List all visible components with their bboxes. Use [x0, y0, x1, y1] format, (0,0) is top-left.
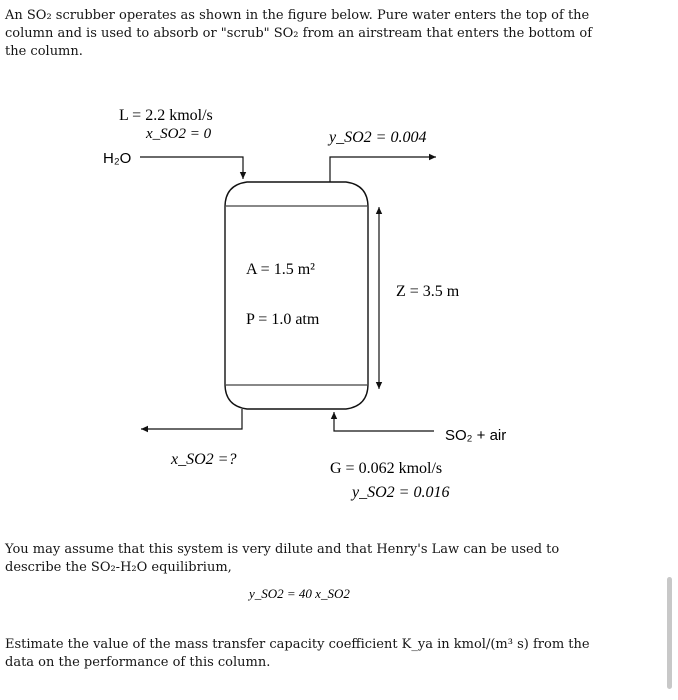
column-vessel	[225, 182, 368, 409]
x-bottom-label: x_SO2 =?	[171, 451, 237, 468]
problem-intro: An SO₂ scrubber operates as shown in the figure below. Pure water enters the top of the column and is used to absorb or "scrub" SO₂ from an airstream that enters the bottom of the column.	[5, 8, 593, 59]
henry-law-equation: y_SO2 = 40 x_SO2	[249, 586, 350, 601]
y-bottom-label: y_SO2 = 0.016	[352, 484, 450, 501]
water-label: H₂O	[103, 150, 132, 167]
gas-outlet-line	[330, 157, 436, 182]
area-label: A = 1.5 m²	[246, 261, 315, 278]
liquid-inlet-line	[140, 157, 243, 179]
gas-inlet-label: SO₂ + air	[445, 427, 507, 444]
assumption-text: You may assume that this system is very dilute and that Henry's Law can be used to describe the SO₂-H₂O equilibrium,	[5, 542, 560, 575]
gas-inlet-line	[334, 412, 434, 431]
liquid-outlet-line	[141, 409, 242, 429]
height-label: Z = 3.5 m	[396, 283, 460, 300]
task-text: Estimate the value of the mass transfer capacity coefficient K_ya in kmol/(m³ s) from the data on the performance of this column.	[5, 637, 590, 670]
gas-flow-label: G = 0.062 kmol/s	[330, 460, 443, 477]
y-top-label: y_SO2 = 0.004	[329, 129, 427, 146]
scrollbar-thumb[interactable]	[667, 577, 672, 689]
pressure-label: P = 1.0 atm	[246, 311, 320, 328]
liquid-flow-label: L = 2.2 kmol/s	[119, 107, 213, 124]
x-top-label: x_SO2 = 0	[146, 126, 212, 142]
